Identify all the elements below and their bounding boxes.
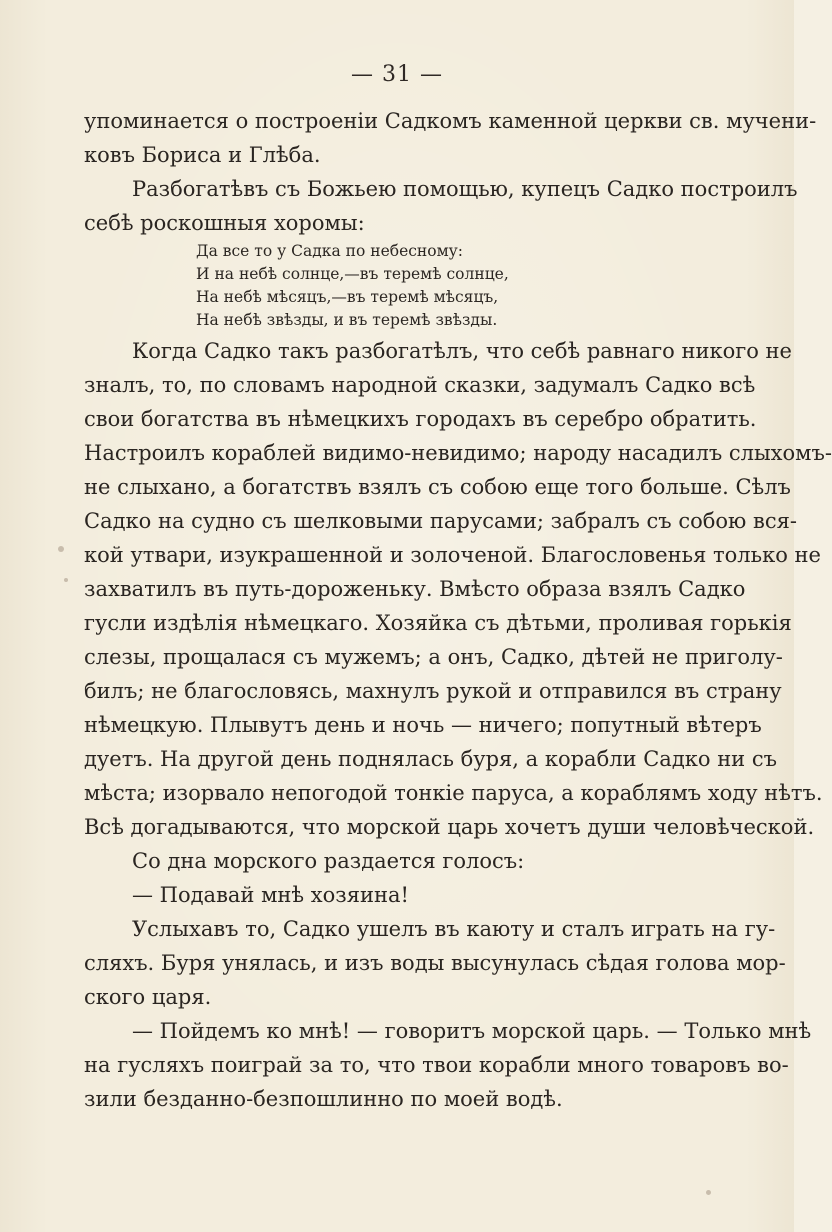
verse-line: И на небѣ солнце,—въ теремѣ солнце, xyxy=(196,265,509,283)
text-line: не слыхано, а богатствъ взялъ съ собою еще того больше. Сѣлъ xyxy=(84,475,791,499)
paragraph-1 xyxy=(84,104,817,172)
paragraph-3 xyxy=(84,334,832,844)
text-line: захватилъ въ путь-дороженьку. Вмѣсто образа взялъ Садко xyxy=(84,577,746,601)
text-line: гусли издѣлiя нѣмецкаго. Хозяйка съ дѣтьми, проливая горькiя xyxy=(84,611,792,635)
page-number: — 31 — xyxy=(351,62,443,87)
text-line: ковъ Бориса и Глѣба. xyxy=(84,143,321,167)
text-line: зналъ, то, по словамъ народной сказки, задумалъ Садко всѣ xyxy=(84,373,756,397)
text-line: Садко на судно съ шелковыми парусами; забралъ съ собою вся- xyxy=(84,509,797,533)
text-line: Всѣ догадываются, что морской царь хочетъ души человѣческой. xyxy=(84,815,815,839)
paragraph-2 xyxy=(84,172,798,240)
paragraph-7 xyxy=(84,1014,812,1116)
text-line: зили безданно-безпошлинно по моей водѣ. xyxy=(84,1087,563,1111)
text-line: — Пойдемъ ко мнѣ! — говоритъ морской царь. — Только мнѣ xyxy=(132,1019,812,1043)
text-line: слезы, прощалася съ мужемъ; а онъ, Садко, дѣтей не приголу- xyxy=(84,645,783,669)
text-line: упоминается о построенiи Садкомъ каменной церкви св. мучени- xyxy=(84,109,817,133)
text-line: нѣмецкую. Плывутъ день и ночь — ничего; попутный вѣтеръ xyxy=(84,713,762,737)
text-line: мѣста; изорвало непогодой тонкiе паруса, а кораблямъ ходу нѣтъ. xyxy=(84,781,823,805)
verse-line: На небѣ звѣзды, и въ теремѣ звѣзды. xyxy=(196,311,498,329)
paper-speck xyxy=(58,546,64,552)
text-line: Настроилъ кораблей видимо-невидимо; народу насадилъ слыхомъ- xyxy=(84,441,832,465)
text-line: кой утвари, изукрашенной и золоченой. Благословенья только не xyxy=(84,543,821,567)
paper-speck xyxy=(64,578,68,582)
verse-line: Да все то у Садка по небесному: xyxy=(196,242,463,260)
text-line: ского царя. xyxy=(84,985,212,1009)
paragraph-5 xyxy=(84,878,712,912)
text-line: на гусляхъ поиграй за то, что твои корабли много товаровъ во- xyxy=(84,1053,789,1077)
paragraph-4 xyxy=(84,844,712,878)
text-line: себѣ роскошныя хоромы: xyxy=(84,211,365,235)
text-line: Со дна морского раздается голосъ: xyxy=(132,849,525,873)
paragraph-6 xyxy=(84,912,786,1014)
text-line: свои богатства въ нѣмецкихъ городахъ въ серебро обратить. xyxy=(84,407,757,431)
text-line: сляхъ. Буря унялась, и изъ воды высунулась сѣдая голова мор- xyxy=(84,951,786,975)
verse-line: На небѣ мѣсяцъ,—въ теремѣ мѣсяцъ, xyxy=(196,288,499,306)
verse-quote xyxy=(84,240,712,332)
text-line: Услыхавъ то, Садко ушелъ въ каюту и сталъ играть на гу- xyxy=(132,917,776,941)
text-line: — Подавай мнѣ хозяина! xyxy=(132,883,409,907)
text-line: билъ; не благословясь, махнулъ рукой и отправился въ страну xyxy=(84,679,782,703)
text-line: Когда Садко такъ разбогатѣлъ, что себѣ равнаго никого не xyxy=(132,339,792,363)
text-line: Разбогатѣвъ съ Божьею помощью, купецъ Садко построилъ xyxy=(132,177,798,201)
text-line: дуетъ. На другой день поднялась буря, а корабли Садко ни съ xyxy=(84,747,777,771)
paper-speck xyxy=(706,1190,711,1195)
body-text xyxy=(84,104,832,1116)
